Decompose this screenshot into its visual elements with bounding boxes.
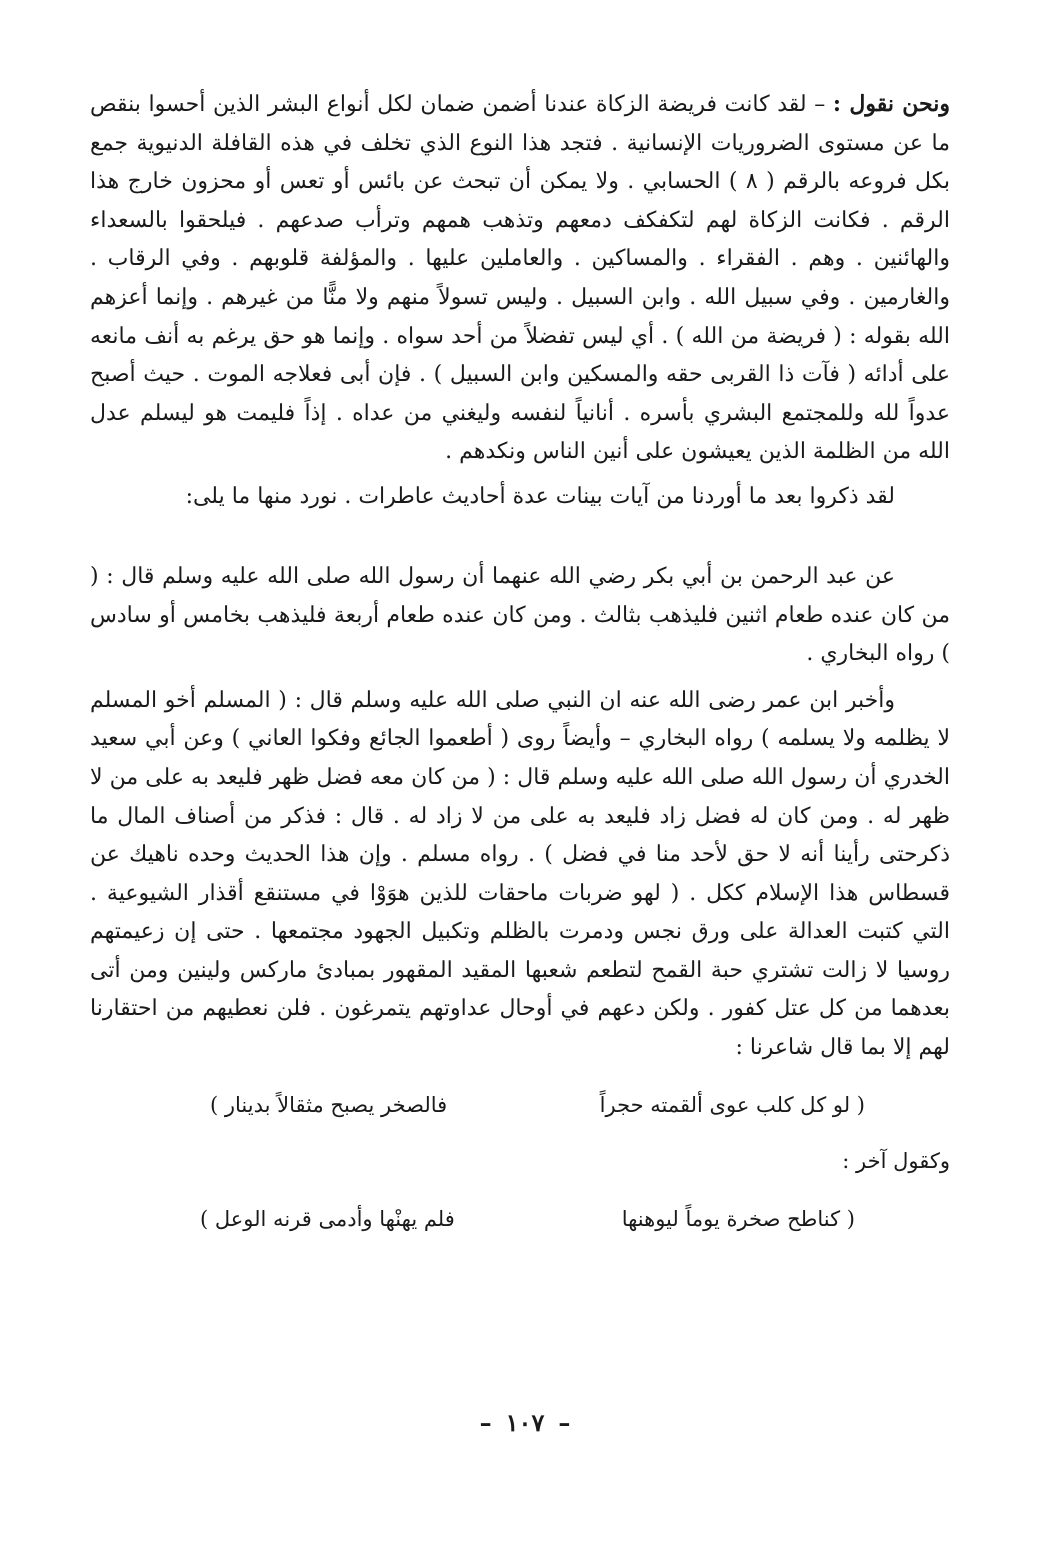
verse-second-hemistich: فلم يهنْها وأدمى قرنه الوعل ) [200,1206,455,1231]
paragraph-zakat [90,85,950,472]
paragraph-text: – لقد كانت فريضة الزكاة عندنا أضمن ضمان لكل أنواع البشر الذين أحسوا بنقص ما عن مستوى الضروريات الإنسانية . فتجد هذا النوع الذي تخلف في هذه القافلة الدنيوية جمع بكل فروعه بالرقم ( ٨ ) الحسابي . ولا يمكن أن تبحث عن بائس أو تعس أو محزون خارج هذا الرقم . فكانت الزكاة لهم لتكفكف دمعهم وتذهب همهم وترأب صدعهم . فيلحقوا بالسعداء والهائنين . وهم . الفقراء . والمساكين . والعاملين عليها . والمؤلفة قلوبهم . وفي الرقاب . والغارمين . وفي سبيل الله . وابن السبيل . وليس تسولاً منهم ولا منًّا من غيرهم . وإنما أعزهم الله بقوله : ( فريضة من الله ) . أي ليس تفضلاً من أحد سواه . وإنما هو حق يرغم به أنف مانعه على أدائه ( فآت ذا القربى حقه والمسكين وابن السبيل ) . فإن أبى فعلاجه الموت . حيث أصبح عدواً لله وللمجتمع البشري بأسره . أنانياً لنفسه وليغني من عداه . إذاً فليمت هو ليسلم عدل الله من الظلمة الذين يعيشون على أنين الناس ونكدهم . [90,92,951,465]
verse-first-hemistich: ( لو كل كلب عوى ألقمته حجراً [599,1092,865,1117]
page-number-value: ١٠٧ [505,1408,545,1437]
page-body [90,85,950,1238]
page-number [0,1408,1050,1437]
poem-verse-2 [200,1200,855,1238]
verse-intro: وكقول آخر : [842,1148,950,1173]
poem-verse-1 [210,1086,865,1124]
verse-first-hemistich: ( كناطح صخرة يوماً ليوهنها [621,1206,855,1231]
hadith-paragraph-1: عن عبد الرحمن بن أبي بكر رضي الله عنهما أن رسول الله صلى الله عليه وسلم قال : ( من كان عنده طعام اثنين فليذهب بثالث . ومن كان عنده طعام أربعة فليذهب بخامس أو سادس ) رواه البخاري . [90,563,950,667]
hadith-intro: لقد ذكروا بعد ما أوردنا من آيات بينات عدة أحاديث عاطرات . نورد منها ما يلى: [185,483,895,509]
hadith-paragraph-2: وأخبر ابن عمر رضى الله عنه ان النبي صلى الله عليه وسلم قال : ( المسلم أخو المسلم لا يظلمه ولا يسلمه ) رواه البخاري – وأيضاً روى ( أطعموا الجائع وفكوا العاني ) وعن أبي سعيد الخدري أن رسول الله صلى الله عليه وسلم قال : ( من كان معه فضل ظهر فليعد به على من لا ظهر له . ومن كان له فضل زاد فليعد به على من لا زاد له . قال : فذكر من أصناف المال ما ذكرحتى رأينا أنه لا حق لأحد منا في فضل ) . رواه مسلم . وإن هذا الحديث وحده ناهيك عن قسطاس هذا الإسلام ككل . ( لهو ضربات ماحقات للذين هوَوْا في مستنقع أقذار الشيوعية . التي كتبت العدالة على ورق نجس ودمرت بالظلم وتكبيل الجهود مجتمعها . حتى إن زعيمتهم روسيا لا زالت تشتري حبة القمح لتطعم شعبها المقيد المقهور بمبادئ ماركس ولينين ومن أتى بعدهما من كل عتل كفور . ولكن دعهم في أوحال عداوتهم يتمرغون . فلن نعطيهم من احتقارنا لهم إلا بما قال شاعرنا : [90,687,950,1061]
page-number-dash: – [479,1408,492,1437]
paragraph-lead: ونحن نقول : [832,91,950,117]
page-number-dash: – [558,1408,571,1437]
verse-second-hemistich: فالصخر يصبح مثقالاً بدينار ) [210,1092,448,1117]
